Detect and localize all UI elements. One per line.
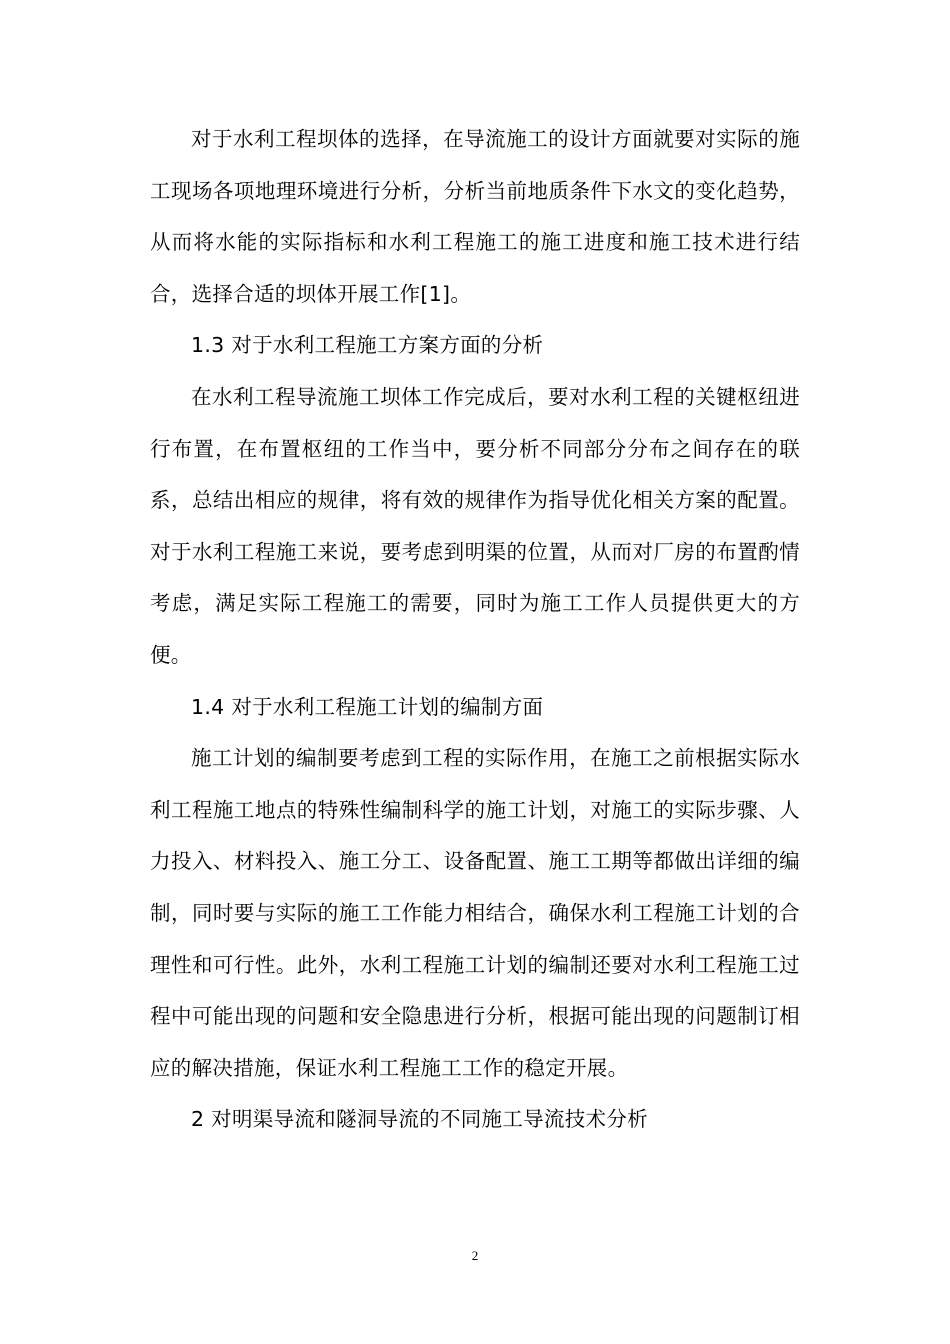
paragraph-dam-selection: 对于水利工程坝体的选择，在导流施工的设计方面就要对实际的施工现场各项地理环境进行分析，分析当前地质条件下水文的变化趋势，从而将水能的实际指标和水利工程施工的施工进度和施工技术进行结合，选择合适的坝体开展工作[1]。 bbox=[150, 127, 800, 306]
section-heading-1-3: 1.3 对于水利工程施工方案方面的分析 bbox=[191, 333, 544, 358]
page-number: 2 bbox=[471, 1248, 479, 1263]
section-heading-2: 2 对明渠导流和隧洞导流的不同施工导流技术分析 bbox=[191, 1107, 648, 1132]
paragraph-schedule-preparation: 施工计划的编制要考虑到工程的实际作用，在施工之前根据实际水利工程施工地点的特殊性编制科学的施工计划，对施工的实际步骤、人力投入、材料投入、施工分工、设备配置、施工工期等都做出详细的编制，同时要与实际的施工工作能力相结合，确保水利工程施工计划的合理性和可行性。此外，水利工程施工计划的编制还要对水利工程施工过程中可能出现的问题和安全隐患进行分析，根据可能出现的问题制订相应的解决措施，保证水利工程施工工作的稳定开展。 bbox=[150, 746, 800, 1080]
document-body bbox=[150, 114, 800, 1146]
paragraph-construction-plan: 在水利工程导流施工坝体工作完成后，要对水利工程的关键枢纽进行布置，在布置枢纽的工作当中，要分析不同部分分布之间存在的联系，总结出相应的规律，将有效的规律作为指导优化相关方案的配置。对于水利工程施工来说，要考虑到明渠的位置，从而对厂房的布置酌情考虑，满足实际工程施工的需要，同时为施工工作人员提供更大的方便。 bbox=[150, 384, 800, 667]
section-heading-1-4: 1.4 对于水利工程施工计划的编制方面 bbox=[191, 694, 544, 719]
